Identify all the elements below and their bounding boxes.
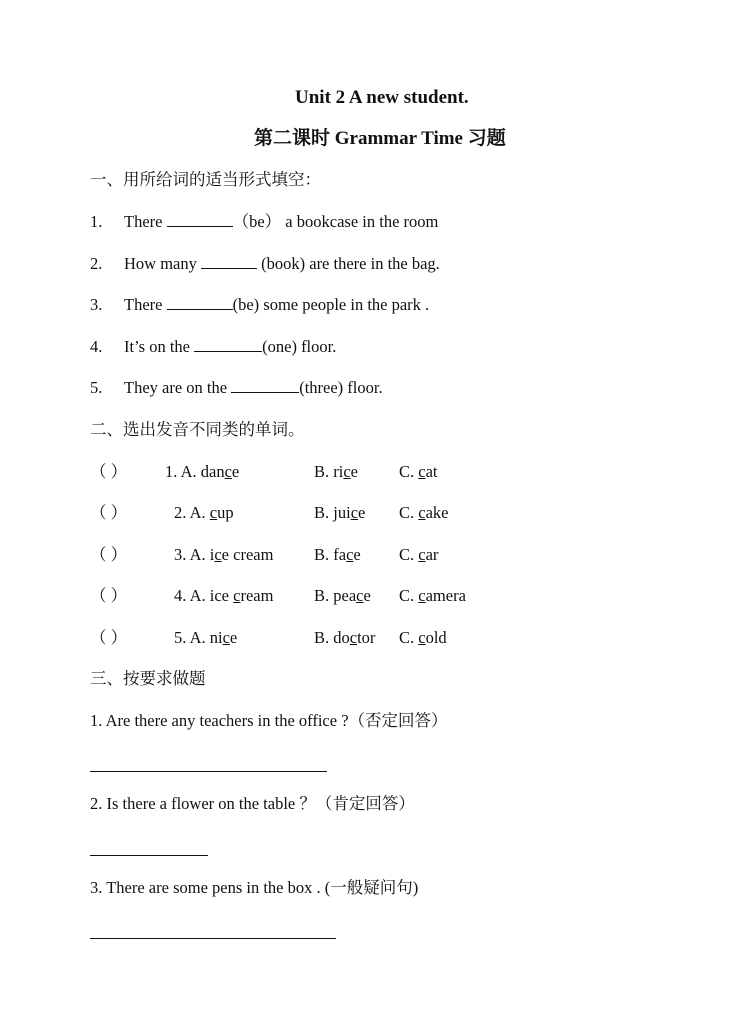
- answer-paren[interactable]: （ ）: [90, 503, 128, 522]
- item-text-after: (one) floor.: [262, 337, 337, 356]
- fill-item-4: [90, 337, 336, 357]
- fill-item-5: [90, 378, 383, 398]
- option-a[interactable]: 1. A. dance: [165, 462, 240, 481]
- answer-paren[interactable]: （ ）: [90, 545, 128, 564]
- answer-blank[interactable]: [201, 254, 257, 269]
- option-b[interactable]: B. juice: [314, 503, 366, 522]
- option-a[interactable]: 5. A. nice: [174, 628, 238, 647]
- item-number: 3.: [90, 295, 103, 314]
- option-b[interactable]: B. peace: [314, 586, 371, 605]
- task-item-3: 3. There are some pens in the box . (一般疑问句): [90, 878, 419, 897]
- item-number: 1.: [90, 212, 103, 231]
- choice-item-1: [90, 462, 650, 482]
- answer-paren[interactable]: （ ）: [90, 628, 128, 647]
- item-number: 5.: [90, 378, 103, 397]
- fill-item-1: [90, 212, 438, 232]
- item-text-after: (be) some people in the park .: [232, 295, 430, 314]
- answer-paren[interactable]: （ ）: [90, 462, 128, 481]
- answer-paren[interactable]: （ ）: [90, 586, 128, 605]
- item-text-before: It’s on the: [124, 337, 195, 356]
- option-b[interactable]: B. doctor: [314, 628, 376, 647]
- section2-heading: 二、选出发音不同类的单词。: [90, 420, 305, 439]
- item-text-before: There: [124, 212, 167, 231]
- option-b[interactable]: B. rice: [314, 462, 358, 481]
- task-item-2: 2. Is there a flower on the table ？（肯定回答）: [90, 794, 415, 813]
- section1-heading: 一、用所给词的适当形式填空：: [90, 170, 321, 189]
- answer-blank[interactable]: [194, 337, 262, 352]
- document-subtitle: 第二课时 Grammar Time 习题: [254, 128, 506, 149]
- answer-line-1[interactable]: [90, 771, 327, 772]
- choice-item-4: [90, 586, 650, 606]
- answer-blank[interactable]: [231, 378, 299, 393]
- fill-item-2: [90, 254, 440, 274]
- option-c[interactable]: C. cat: [399, 462, 438, 481]
- answer-blank[interactable]: [167, 295, 233, 310]
- choice-item-2: [90, 503, 650, 523]
- option-a[interactable]: 4. A. ice cream: [174, 586, 274, 605]
- option-a[interactable]: 2. A. cup: [174, 503, 234, 522]
- task-item-1: 1. Are there any teachers in the office ?（否定回答）: [90, 711, 448, 730]
- option-c[interactable]: C. camera: [399, 586, 466, 605]
- option-c[interactable]: C. cake: [399, 503, 449, 522]
- option-c[interactable]: C. car: [399, 545, 439, 564]
- option-a[interactable]: 3. A. ice cream: [174, 545, 274, 564]
- choice-item-3: [90, 545, 650, 565]
- item-text-after: （be） a bookcase in the room: [232, 212, 439, 231]
- item-text-before: How many: [124, 254, 201, 273]
- section3-heading: 三、按要求做题: [90, 669, 206, 688]
- item-text-after: (three) floor.: [299, 378, 383, 397]
- answer-line-3[interactable]: [90, 938, 336, 939]
- document-title: Unit 2 A new student.: [295, 87, 469, 108]
- choice-item-5: [90, 628, 650, 648]
- answer-blank[interactable]: [167, 212, 233, 227]
- item-text-before: There: [124, 295, 167, 314]
- item-number: 4.: [90, 337, 103, 356]
- item-text-after: (book) are there in the bag.: [257, 254, 440, 273]
- item-text-before: They are on the: [124, 378, 232, 397]
- fill-item-3: [90, 295, 429, 315]
- answer-line-2[interactable]: [90, 855, 208, 856]
- item-number: 2.: [90, 254, 103, 273]
- option-c[interactable]: C. cold: [399, 628, 447, 647]
- option-b[interactable]: B. face: [314, 545, 361, 564]
